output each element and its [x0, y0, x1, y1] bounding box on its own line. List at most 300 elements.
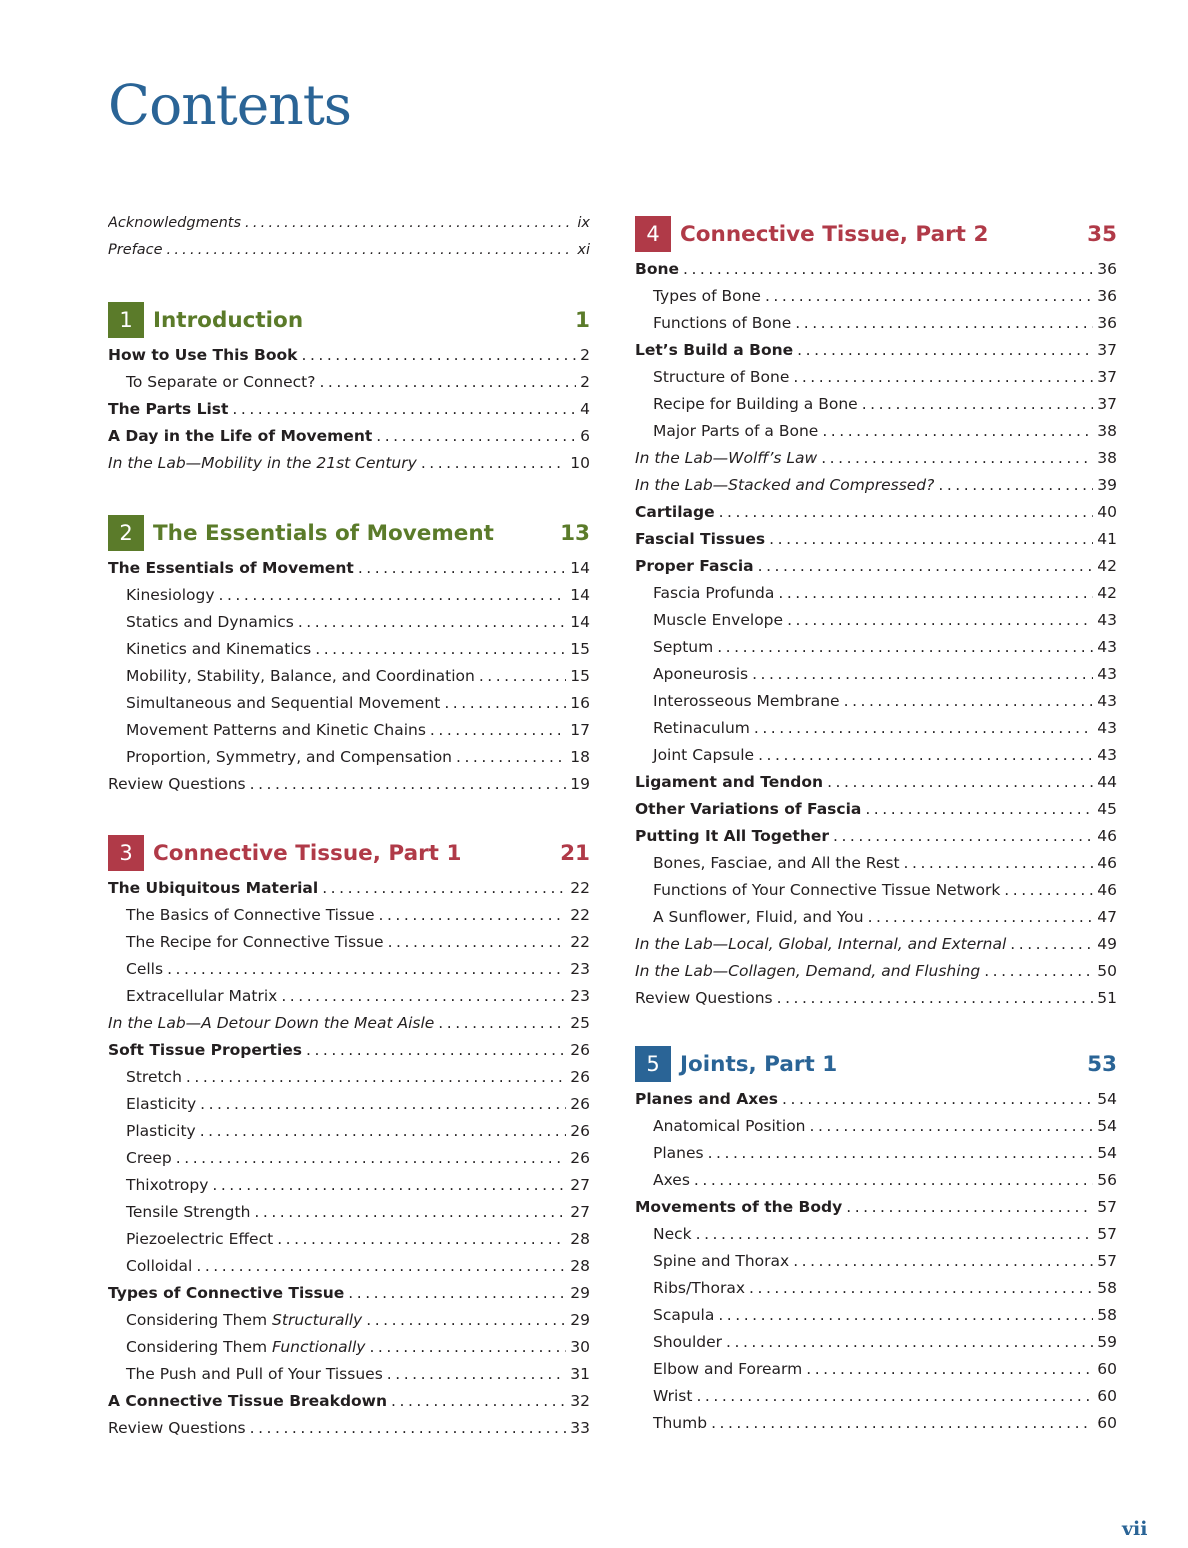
dot-leader	[1010, 931, 1093, 958]
toc-entry[interactable]	[108, 396, 590, 423]
toc-entry[interactable]	[108, 771, 590, 798]
dot-leader	[718, 1302, 1093, 1329]
toc-entry[interactable]	[108, 1010, 590, 1037]
toc-entry[interactable]	[635, 850, 1117, 877]
toc-entry-label	[653, 1410, 707, 1437]
toc-entry-label	[108, 1388, 387, 1415]
toc-entry-label	[108, 450, 417, 477]
toc-entry-page: 45	[1097, 800, 1117, 818]
toc-entry-label-text: Cartilage	[635, 503, 715, 521]
dot-leader	[387, 1361, 566, 1388]
toc-entry-page: 26	[570, 1041, 590, 1059]
toc-entry-label	[653, 1167, 690, 1194]
chapter-page-number: 53	[1087, 1051, 1117, 1077]
toc-entry-label-text: Colloidal	[126, 1257, 193, 1275]
toc-entry[interactable]	[108, 1388, 590, 1415]
toc-entry[interactable]	[108, 1091, 590, 1118]
toc-entry-label-text: Piezoelectric Effect	[126, 1230, 274, 1248]
toc-entry[interactable]	[108, 1037, 590, 1064]
toc-entry[interactable]	[108, 450, 590, 477]
toc-entry-label	[653, 1113, 806, 1140]
toc-entry-label	[653, 1248, 789, 1275]
toc-entry-label-text: Elasticity	[126, 1095, 197, 1113]
toc-entry-label	[635, 526, 765, 553]
chapter-title: Connective Tissue, Part 2	[680, 221, 989, 247]
toc-entry-label	[653, 1329, 722, 1356]
toc-entry[interactable]	[635, 1383, 1117, 1410]
toc-entry-page: 38	[1097, 422, 1117, 440]
dot-leader	[186, 1064, 566, 1091]
toc-entry-label	[126, 1226, 273, 1253]
toc-entry[interactable]	[635, 1356, 1117, 1383]
chapter-title: Connective Tissue, Part 1	[153, 840, 462, 866]
dot-leader	[196, 1253, 566, 1280]
toc-entry-label-text: Interosseous Membrane	[653, 692, 840, 710]
page-title: Contents	[108, 73, 352, 137]
toc-entry[interactable]	[108, 1145, 590, 1172]
toc-entry-label	[653, 1302, 714, 1329]
dot-leader	[778, 580, 1093, 607]
toc-entry[interactable]	[635, 607, 1117, 634]
toc-entry[interactable]	[108, 636, 590, 663]
toc-entry-page: 56	[1097, 1171, 1117, 1189]
toc-entry-page: 2	[580, 346, 590, 364]
chapter-1	[108, 300, 590, 477]
toc-entry[interactable]	[108, 1280, 590, 1307]
toc-entry[interactable]	[635, 985, 1117, 1012]
toc-entry-label-text: Creep	[126, 1149, 172, 1167]
toc-entry-label-text: Functions of Your Connective Tissue Network	[653, 881, 1001, 899]
toc-entry-page: 37	[1097, 341, 1117, 359]
toc-entry-page: 10	[570, 454, 590, 472]
toc-entry[interactable]	[635, 715, 1117, 742]
toc-entry-page: 25	[570, 1014, 590, 1032]
toc-entry[interactable]	[635, 526, 1117, 553]
toc-entry-page: 60	[1097, 1414, 1117, 1432]
toc-entry-label	[126, 983, 277, 1010]
chapter-entry-list	[108, 875, 590, 1442]
toc-entry[interactable]	[108, 1253, 590, 1280]
toc-entry[interactable]	[635, 661, 1117, 688]
toc-entry-label-text: Stretch	[126, 1068, 182, 1086]
toc-entry-page: 60	[1097, 1387, 1117, 1405]
toc-entry-label	[653, 607, 783, 634]
toc-entry-label-text: Mobility, Stability, Balance, and Coordination	[126, 667, 475, 685]
toc-entry-label-text: Acknowledgments	[108, 215, 242, 231]
toc-entry[interactable]	[108, 1199, 590, 1226]
toc-entry-label	[126, 369, 315, 396]
toc-entry[interactable]	[108, 210, 590, 237]
toc-column-right	[635, 210, 1117, 1437]
toc-entry-label	[635, 985, 773, 1012]
dot-leader	[758, 742, 1093, 769]
toc-entry[interactable]	[635, 769, 1117, 796]
toc-entry-label-text: Thixotropy	[126, 1176, 209, 1194]
toc-entry-label-text: Simultaneous and Sequential Movement	[126, 694, 441, 712]
toc-entry[interactable]	[635, 1248, 1117, 1275]
toc-entry[interactable]	[108, 663, 590, 690]
toc-entry-page: 36	[1097, 314, 1117, 332]
dot-leader	[865, 796, 1093, 823]
toc-entry[interactable]	[635, 1329, 1117, 1356]
toc-entry[interactable]	[108, 582, 590, 609]
toc-entry[interactable]	[108, 1064, 590, 1091]
toc-entry-label	[635, 1194, 842, 1221]
toc-entry[interactable]	[108, 423, 590, 450]
dot-leader	[348, 1280, 566, 1307]
toc-entry[interactable]	[635, 580, 1117, 607]
chapter-heading[interactable]	[108, 833, 590, 873]
dot-leader	[806, 1356, 1093, 1383]
toc-entry[interactable]	[108, 690, 590, 717]
dot-leader	[369, 1334, 566, 1361]
chapter-title: Joints, Part 1	[680, 1051, 838, 1077]
dot-leader	[793, 1248, 1093, 1275]
toc-entry-label-text: Elbow and Forearm	[653, 1360, 803, 1378]
toc-entry-page: 31	[570, 1365, 590, 1383]
toc-entry-label-text: Anatomical Position	[653, 1117, 806, 1135]
toc-entry[interactable]	[635, 1302, 1117, 1329]
toc-entry[interactable]	[635, 283, 1117, 310]
toc-entry-label-text: Spine and Thorax	[653, 1252, 790, 1270]
toc-entry[interactable]	[635, 1275, 1117, 1302]
toc-entry-label-text: Fascial Tissues	[635, 530, 766, 548]
toc-entry-label	[108, 771, 246, 798]
toc-entry-label-text: Extracellular Matrix	[126, 987, 278, 1005]
toc-entry-page: 22	[570, 933, 590, 951]
toc-entry-page: 26	[570, 1149, 590, 1167]
toc-entry-page: 15	[570, 640, 590, 658]
dot-leader	[438, 1010, 566, 1037]
toc-entry[interactable]	[635, 256, 1117, 283]
toc-entry-label	[635, 769, 823, 796]
chapter-4	[635, 214, 1117, 1012]
toc-entry-label-text: Review Questions	[108, 775, 246, 793]
toc-entry[interactable]	[108, 983, 590, 1010]
dot-leader	[797, 337, 1093, 364]
toc-entry-label	[108, 237, 163, 264]
toc-entry-label	[635, 958, 980, 985]
toc-entry-page: 43	[1097, 692, 1117, 710]
dot-leader	[250, 1415, 567, 1442]
toc-entry-page: 46	[1097, 854, 1117, 872]
dot-leader	[219, 582, 567, 609]
toc-entry-label-emphasis: Structurally	[272, 1311, 363, 1329]
toc-entry-page: 59	[1097, 1333, 1117, 1351]
toc-entry[interactable]	[635, 904, 1117, 931]
dot-leader	[167, 956, 566, 983]
chapter-page-number: 35	[1087, 221, 1117, 247]
toc-entry-label-text: Scapula	[653, 1306, 715, 1324]
toc-entry[interactable]	[635, 931, 1117, 958]
toc-entry[interactable]	[108, 609, 590, 636]
toc-entry-label	[126, 956, 163, 983]
toc-entry-label-text: Movement Patterns and Kinetic Chains	[126, 721, 426, 739]
dot-leader	[782, 1086, 1093, 1113]
chapter-heading[interactable]	[108, 300, 590, 340]
toc-entry-label-text: How to Use This Book	[108, 346, 298, 364]
toc-entry[interactable]	[635, 553, 1117, 580]
toc-entry[interactable]	[635, 1194, 1117, 1221]
toc-entry[interactable]	[635, 958, 1117, 985]
toc-entry-page: 43	[1097, 611, 1117, 629]
toc-entry-page: 14	[570, 559, 590, 577]
toc-entry-label-text: Plasticity	[126, 1122, 196, 1140]
chapter-page-number: 13	[560, 520, 590, 546]
toc-entry-page: 39	[1097, 476, 1117, 494]
toc-entry-page: 57	[1097, 1225, 1117, 1243]
dot-leader	[694, 1167, 1093, 1194]
toc-entry-page: ix	[577, 215, 590, 231]
toc-entry[interactable]	[635, 1113, 1117, 1140]
chapter-entry-list	[635, 256, 1117, 1012]
toc-entry-page: 26	[570, 1068, 590, 1086]
dot-leader	[868, 904, 1094, 931]
toc-entry[interactable]	[635, 742, 1117, 769]
dot-leader	[366, 1307, 566, 1334]
toc-entry-page: 23	[570, 960, 590, 978]
toc-entry-page: 28	[570, 1257, 590, 1275]
toc-entry-label	[653, 1275, 745, 1302]
toc-entry-page: 29	[570, 1284, 590, 1302]
toc-entry-page: 2	[580, 373, 590, 391]
dot-leader	[319, 369, 576, 396]
toc-entry[interactable]	[635, 1410, 1117, 1437]
toc-entry-label	[635, 472, 934, 499]
toc-entry-label	[108, 1010, 434, 1037]
toc-entry-page: 46	[1097, 881, 1117, 899]
toc-entry-label-text: Types of Bone	[653, 287, 761, 305]
toc-entry-label-text: The Recipe for Connective Tissue	[126, 933, 384, 951]
toc-entry[interactable]	[108, 929, 590, 956]
toc-entry[interactable]	[635, 499, 1117, 526]
chapter-3	[108, 833, 590, 1442]
toc-entry-label	[653, 1356, 802, 1383]
toc-entry[interactable]	[108, 1172, 590, 1199]
toc-entry-page: 58	[1097, 1279, 1117, 1297]
toc-entry-label	[126, 1361, 383, 1388]
toc-entry[interactable]	[108, 237, 590, 264]
toc-entry-label	[653, 283, 761, 310]
dot-leader	[793, 364, 1093, 391]
toc-entry-label-text: Let’s Build a Bone	[635, 341, 794, 359]
toc-entry[interactable]	[108, 717, 590, 744]
toc-entry-label	[126, 1145, 172, 1172]
toc-entry-label	[108, 210, 241, 237]
toc-entry[interactable]	[635, 877, 1117, 904]
toc-entry-label	[653, 1383, 692, 1410]
dot-leader	[696, 1221, 1094, 1248]
toc-entry-label-text: Major Parts of a Bone	[653, 422, 819, 440]
dot-leader	[277, 1226, 566, 1253]
toc-entry[interactable]	[108, 342, 590, 369]
toc-entry[interactable]	[108, 369, 590, 396]
toc-entry[interactable]	[108, 555, 590, 582]
dot-leader	[795, 310, 1093, 337]
toc-entry-label	[108, 1037, 302, 1064]
toc-entry-page: 17	[570, 721, 590, 739]
chapter-heading[interactable]	[635, 1044, 1117, 1084]
toc-entry-label	[126, 609, 294, 636]
toc-entry[interactable]	[108, 1226, 590, 1253]
dot-leader	[200, 1118, 567, 1145]
toc-entry-label	[126, 929, 384, 956]
toc-entry-label-text: The Essentials of Movement	[108, 559, 354, 577]
toc-entry-label	[126, 1091, 196, 1118]
toc-entry-label-text: Ribs/Thorax	[653, 1279, 746, 1297]
toc-entry-label-text: In the Lab—Stacked and Compressed?	[635, 476, 935, 494]
toc-entry-page: 42	[1097, 584, 1117, 602]
toc-entry-page: 43	[1097, 665, 1117, 683]
toc-entry-label-text: The Ubiquitous Material	[108, 879, 319, 897]
toc-entry[interactable]	[635, 418, 1117, 445]
toc-entry-page: 38	[1097, 449, 1117, 467]
toc-entry-page: 30	[570, 1338, 590, 1356]
toc-entry[interactable]	[108, 1307, 590, 1334]
toc-entry-label-text: Bones, Fasciae, and All the Rest	[653, 854, 900, 872]
toc-entry[interactable]	[108, 1361, 590, 1388]
toc-entry-label	[653, 1140, 704, 1167]
chapter-heading[interactable]	[108, 513, 590, 553]
toc-entry-label	[635, 796, 861, 823]
toc-entry-label	[126, 582, 215, 609]
chapter-heading[interactable]	[635, 214, 1117, 254]
toc-entry-label-text: Structure of Bone	[653, 368, 790, 386]
page-number: vii	[1122, 1518, 1148, 1540]
dot-leader	[844, 688, 1094, 715]
toc-entry-page: 41	[1097, 530, 1117, 548]
toc-entry-label-text: A Connective Tissue Breakdown	[108, 1392, 388, 1410]
toc-entry-label	[108, 423, 372, 450]
dot-leader	[1004, 877, 1093, 904]
toc-entry-page: 57	[1097, 1252, 1117, 1270]
toc-entry-label	[108, 875, 318, 902]
dot-leader	[938, 472, 1093, 499]
dot-leader	[711, 1410, 1093, 1437]
toc-entry-page: 27	[570, 1176, 590, 1194]
toc-entry-label	[653, 850, 900, 877]
toc-entry[interactable]	[108, 902, 590, 929]
toc-entry-label	[635, 931, 1006, 958]
toc-entry-label	[635, 1086, 778, 1113]
toc-entry[interactable]	[108, 956, 590, 983]
toc-entry-page: 33	[570, 1419, 590, 1437]
toc-entry-label	[108, 396, 228, 423]
dot-leader	[769, 526, 1093, 553]
dot-leader	[379, 902, 567, 929]
toc-entry[interactable]	[635, 310, 1117, 337]
chapter-number-badge: 3	[108, 835, 144, 871]
toc-entry-label	[653, 742, 754, 769]
toc-entry-page: 14	[570, 613, 590, 631]
toc-entry-label	[635, 553, 754, 580]
toc-entry-label-text: Kinesiology	[126, 586, 215, 604]
toc-entry[interactable]	[635, 472, 1117, 499]
toc-entry-label-text: Considering Them	[126, 1338, 268, 1356]
toc-entry-label-text: In the Lab—Local, Global, Internal, and External	[635, 935, 1007, 953]
toc-entry-label-text: Wrist	[653, 1387, 693, 1405]
toc-entry[interactable]	[635, 1167, 1117, 1194]
dot-leader	[444, 690, 566, 717]
toc-entry-label	[126, 902, 375, 929]
toc-entry[interactable]	[635, 1140, 1117, 1167]
toc-entry[interactable]	[635, 634, 1117, 661]
toc-entry-page: 37	[1097, 395, 1117, 413]
toc-entry-label	[108, 1280, 344, 1307]
dot-leader	[719, 499, 1094, 526]
toc-entry-page: 16	[570, 694, 590, 712]
toc-entry-label-text: Septum	[653, 638, 714, 656]
dot-leader	[200, 1091, 566, 1118]
dot-leader	[696, 1383, 1093, 1410]
toc-entry-label	[126, 1064, 182, 1091]
toc-entry-label-text: Ligament and Tendon	[635, 773, 824, 791]
chapter-5	[635, 1044, 1117, 1437]
dot-leader	[827, 769, 1093, 796]
toc-entry-label-text: The Parts List	[108, 400, 229, 418]
toc-entry-label	[653, 364, 789, 391]
toc-entry-page: 42	[1097, 557, 1117, 575]
toc-entry-label-text: Thumb	[653, 1414, 708, 1432]
toc-entry-label	[126, 1253, 192, 1280]
toc-entry[interactable]	[635, 337, 1117, 364]
toc-entry-label-text: Review Questions	[635, 989, 773, 1007]
toc-entry-page: 50	[1097, 962, 1117, 980]
chapter-number-badge: 4	[635, 216, 671, 252]
toc-entry-page: 29	[570, 1311, 590, 1329]
toc-entry[interactable]	[635, 1086, 1117, 1113]
toc-entry-label-text: In the Lab—A Detour Down the Meat Aisle	[108, 1014, 435, 1032]
dot-leader	[430, 717, 566, 744]
toc-entry-page: 36	[1097, 287, 1117, 305]
dot-leader	[301, 342, 576, 369]
toc-entry-label-text: Aponeurosis	[653, 665, 749, 683]
toc-entry[interactable]	[635, 1221, 1117, 1248]
toc-entry[interactable]	[108, 1334, 590, 1361]
dot-leader	[250, 771, 567, 798]
toc-entry-page: 32	[570, 1392, 590, 1410]
toc-entry-label-text: The Basics of Connective Tissue	[126, 906, 375, 924]
dot-leader	[167, 237, 574, 264]
toc-entry-label-text: Fascia Profunda	[653, 584, 775, 602]
toc-entry-label	[108, 1415, 246, 1442]
toc-entry[interactable]	[635, 364, 1117, 391]
toc-entry-page: 27	[570, 1203, 590, 1221]
toc-entry[interactable]	[635, 445, 1117, 472]
toc-entry-label-text: Review Questions	[108, 1419, 246, 1437]
toc-entry[interactable]	[635, 823, 1117, 850]
toc-entry-label-text: Other Variations of Fascia	[635, 800, 862, 818]
toc-entry[interactable]	[108, 1118, 590, 1145]
dot-leader	[376, 423, 576, 450]
toc-entry[interactable]	[108, 1415, 590, 1442]
toc-entry[interactable]	[635, 688, 1117, 715]
toc-entry-label	[653, 688, 840, 715]
toc-entry-label	[126, 690, 440, 717]
toc-entry-label-text: Kinetics and Kinematics	[126, 640, 312, 658]
toc-entry[interactable]	[108, 744, 590, 771]
toc-entry-label-text: In the Lab—Collagen, Demand, and Flushing	[635, 962, 981, 980]
chapter-title: The Essentials of Movement	[153, 520, 494, 546]
toc-entry[interactable]	[635, 391, 1117, 418]
toc-entry-label	[653, 877, 1000, 904]
toc-entry-label	[653, 1221, 692, 1248]
toc-entry[interactable]	[635, 796, 1117, 823]
toc-entry-label-text: Neck	[653, 1225, 692, 1243]
toc-entry[interactable]	[108, 875, 590, 902]
dot-leader	[456, 744, 566, 771]
toc-entry-label	[635, 256, 679, 283]
